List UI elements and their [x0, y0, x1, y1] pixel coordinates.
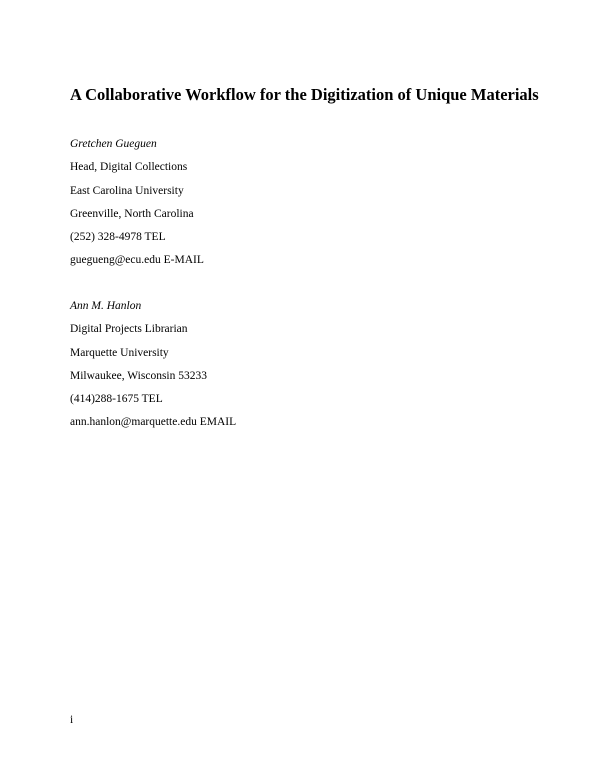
author-institution: Marquette University: [70, 346, 169, 359]
author-name: Ann M. Hanlon: [70, 300, 142, 312]
document-title: A Collaborative Workflow for the Digitization of Unique Materials: [70, 85, 539, 104]
author-location: Milwaukee, Wisconsin 53233: [70, 369, 207, 382]
author-name: Gretchen Gueguen: [70, 138, 157, 150]
author-email: guegueng@ecu.edu E-MAIL: [70, 254, 204, 267]
author-email: ann.hanlon@marquette.edu EMAIL: [70, 416, 237, 429]
author-position: Digital Projects Librarian: [70, 323, 188, 336]
author-block-gueguen: [70, 133, 204, 273]
author-phone: (252) 328-4978 TEL: [70, 231, 166, 244]
page-number: i: [70, 714, 74, 726]
author-location: Greenville, North Carolina: [70, 207, 194, 220]
author-block-hanlon: [70, 295, 236, 435]
author-institution: East Carolina University: [70, 184, 184, 197]
author-position: Head, Digital Collections: [70, 161, 188, 174]
author-phone: (414)288-1675 TEL: [70, 393, 163, 406]
